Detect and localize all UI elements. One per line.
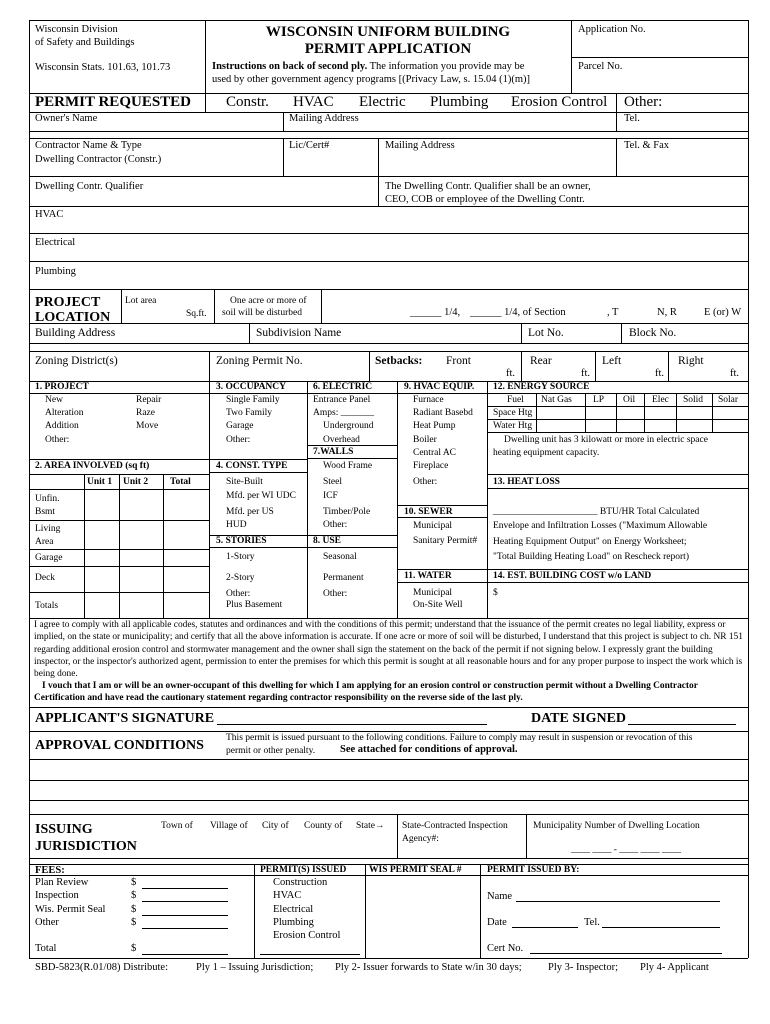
setback-rear-ft: ft. — [581, 368, 591, 379]
est-building-cost-heading: 14. EST. BUILDING COST w/o LAND — [493, 571, 652, 581]
permit-requested-heading: PERMIT REQUESTED — [35, 94, 192, 110]
fee-total-dollar: $ — [131, 943, 137, 954]
heat-loss-line4: "Total Building Heating Load" on Rescheck report) — [493, 552, 689, 562]
occupancy-garage[interactable]: Garage — [226, 421, 254, 431]
project-new[interactable]: New — [45, 395, 63, 405]
energy-nat-gas-header: Nat Gas — [541, 395, 572, 405]
setbacks-label: Setbacks: — [375, 355, 423, 367]
agency-name-line2: of Safety and Buildings — [35, 37, 135, 48]
project-location-heading-line2: LOCATION — [35, 310, 111, 325]
hvac-contractor-field[interactable]: HVAC — [35, 209, 64, 220]
hvac-furnace[interactable]: Furnace — [413, 395, 444, 405]
fee-inspection-field[interactable] — [142, 901, 228, 902]
electrical-contractor-field[interactable]: Electrical — [35, 237, 76, 248]
date-signed-label: DATE SIGNED — [531, 711, 627, 726]
area-bsmt-label: Bsmt — [35, 507, 56, 517]
fee-inspection-dollar: $ — [131, 890, 137, 901]
fee-seal-dollar: $ — [131, 904, 137, 915]
issued-electrical[interactable]: Electrical — [273, 904, 314, 915]
issued-by-name-label: Name — [487, 891, 513, 902]
setback-left-ft: ft. — [655, 368, 665, 379]
contractor-name-field[interactable]: Contractor Name & Type — [35, 140, 142, 151]
area-unfin-label: Unfin. — [35, 494, 60, 504]
hvac-other[interactable]: Other: — [413, 477, 438, 487]
energy-electric-note-line2: heating equipment capacity. — [493, 448, 600, 458]
water-heading: 11. WATER — [404, 571, 452, 581]
issued-by-tel-label: Tel. — [584, 917, 600, 928]
fee-plan-review-label: Plan Review — [35, 877, 89, 888]
sewer-sanitary-permit[interactable]: Sanitary Permit# — [413, 536, 478, 546]
issued-hvac[interactable]: HVAC — [273, 890, 302, 901]
block-no-field[interactable]: Block No. — [629, 327, 677, 339]
permit-type-electric[interactable]: Electric — [359, 94, 406, 110]
electric-amps-field[interactable]: Amps: _______ — [313, 408, 374, 418]
water-municipal[interactable]: Municipal — [413, 588, 453, 598]
energy-oil-header: Oil — [623, 395, 636, 405]
sqft-label: Sq.ft. — [186, 309, 207, 319]
state-contracted-inspection-label: State-Contracted Inspection — [402, 821, 508, 831]
hvac-fireplace[interactable]: Fireplace — [413, 461, 449, 471]
electric-heading: 6. ELECTRIC — [313, 382, 373, 392]
one-acre-line1: One acre or more of — [230, 296, 307, 306]
issued-construction[interactable]: Construction — [273, 877, 328, 888]
owner-tel-field[interactable]: Tel. — [624, 113, 640, 124]
energy-electric-note-line1[interactable]: Dwelling unit has 3 kilowatt or more in electric space — [504, 435, 708, 445]
owner-mailing-address-field[interactable]: Mailing Address — [289, 113, 359, 124]
dwelling-contractor-label: Dwelling Contractor (Constr.) — [35, 154, 162, 165]
building-address-field[interactable]: Building Address — [35, 327, 116, 339]
setback-front-label[interactable]: Front — [446, 355, 471, 367]
walls-timber-pole[interactable]: Timber/Pole — [323, 507, 371, 517]
water-on-site-well[interactable]: On-Site Well — [413, 600, 463, 610]
area-garage-label: Garage — [35, 553, 63, 563]
fees-heading: FEES: — [35, 865, 65, 876]
occupancy-other[interactable]: Other: — [226, 435, 251, 445]
project-heading: 1. PROJECT — [35, 382, 89, 392]
electric-entrance-panel[interactable]: Entrance Panel — [313, 395, 371, 405]
setback-right-ft: ft. — [730, 368, 740, 379]
energy-space-htg-row: Space Htg — [493, 408, 533, 418]
energy-water-htg-row: Water Htg — [493, 421, 533, 431]
owners-name-field[interactable]: Owner's Name — [35, 113, 98, 124]
quarter-section-field[interactable]: ______ 1/4, of Section — [470, 307, 566, 318]
setback-left-label[interactable]: Left — [602, 355, 622, 367]
applicant-signature-line[interactable] — [217, 724, 487, 725]
fee-other-label: Other — [35, 917, 59, 928]
approval-text-line2: permit or other penalty. — [226, 746, 316, 756]
date-signed-line[interactable] — [628, 724, 736, 725]
hvac-boiler[interactable]: Boiler — [413, 435, 437, 445]
sewer-municipal[interactable]: Municipal — [413, 521, 453, 531]
area-unit2-header: Unit 2 — [123, 477, 149, 487]
fee-plan-review-field[interactable] — [142, 888, 228, 889]
area-involved-heading: 2. AREA INVOLVED (sq ft) — [35, 461, 150, 471]
permits-issued-heading: PERMIT(S) ISSUED — [260, 865, 347, 875]
lot-no-field[interactable]: Lot No. — [528, 327, 564, 339]
est-building-cost-field[interactable]: $ — [493, 588, 498, 598]
wis-permit-seal-heading: WIS PERMIT SEAL # — [369, 865, 462, 875]
area-unit1-header: Unit 1 — [87, 477, 113, 487]
applicant-signature-label: APPLICANT'S SIGNATURE — [35, 711, 215, 726]
fee-plan-review-dollar: $ — [131, 877, 137, 888]
contractor-mailing-address-field[interactable]: Mailing Address — [385, 140, 455, 151]
hvac-radiant-basebd[interactable]: Radiant Basebd — [413, 408, 473, 418]
qualifier-note-line2: CEO, COB or employee of the Dwelling Contr. — [385, 194, 585, 205]
fee-other-dollar: $ — [131, 917, 137, 928]
project-move[interactable]: Move — [136, 421, 159, 431]
electric-underground[interactable]: Underground — [323, 421, 374, 431]
sewer-heading: 10. SEWER — [404, 507, 453, 517]
agency-number-field[interactable]: Agency#: — [402, 834, 439, 844]
hvac-central-ac[interactable]: Central AC — [413, 448, 457, 458]
owner-occupant-statement: I vouch that I am or will be an owner-occupant of this dwelling for which I am applying for an erosion control or construction permit without a Dwelling Contractor Certification and have read the cautionary statement regarding contractor responsibility on the reverse side of the last ply. — [34, 681, 698, 704]
walls-heading: 7.WALLS — [313, 447, 354, 457]
stories-other[interactable]: Other: — [226, 589, 251, 599]
form-number-distribute: SBD-5823(R.01/08) Distribute: — [35, 962, 168, 973]
setback-right-label[interactable]: Right — [678, 355, 704, 367]
approval-text-line1: This permit is issued pursuant to the following conditions. Failure to comply may result in suspension or revocation of this — [226, 733, 693, 743]
approval-conditions-heading: APPROVAL CONDITIONS — [35, 738, 204, 753]
const-mfd-us[interactable]: Mfd. per US — [226, 507, 274, 517]
energy-solid-header: Solid — [683, 395, 704, 405]
heat-loss-line3: Heating Equipment Output" on Energy Worksheet; — [493, 537, 687, 547]
hvac-equip-heading: 9. HVAC EQUIP. — [404, 382, 475, 392]
const-hud[interactable]: HUD — [226, 520, 247, 530]
one-acre-line2[interactable]: soil will be disturbed — [222, 308, 302, 318]
occupancy-single-family[interactable]: Single Family — [226, 395, 280, 405]
area-living-label: Living — [35, 524, 61, 534]
see-attached-conditions: See attached for conditions of approval. — [340, 744, 518, 755]
range-field[interactable]: N, R — [657, 307, 677, 318]
contractor-tel-fax-field[interactable]: Tel. & Fax — [624, 140, 670, 151]
fee-inspection-label: Inspection — [35, 890, 79, 901]
permits-issued-line[interactable] — [260, 954, 360, 955]
walls-steel[interactable]: Steel — [323, 477, 342, 487]
jurisdiction-state[interactable]: State→ — [356, 821, 385, 831]
walls-other[interactable]: Other: — [323, 520, 348, 530]
issued-by-cert-field[interactable] — [530, 953, 722, 954]
project-alteration[interactable]: Alteration — [45, 408, 84, 418]
area-total-header: Total — [170, 477, 191, 487]
permit-type-erosion-control[interactable]: Erosion Control — [511, 94, 608, 110]
zoning-permit-no-field[interactable]: Zoning Permit No. — [216, 355, 303, 367]
lic-cert-field[interactable]: Lic/Cert# — [289, 140, 330, 151]
const-site-built[interactable]: Site-Built — [226, 477, 263, 487]
form-title-line1: WISCONSIN UNIFORM BUILDING — [265, 24, 511, 40]
issued-by-date-field[interactable] — [512, 927, 578, 928]
area-totals-label: Totals — [35, 601, 59, 611]
subdivision-name-field[interactable]: Subdivision Name — [256, 327, 342, 339]
permit-type-hvac[interactable]: HVAC — [293, 94, 334, 110]
dwelling-qualifier-field[interactable]: Dwelling Contr. Qualifier — [35, 181, 144, 192]
issued-by-tel-field[interactable] — [602, 927, 720, 928]
const-mfd-wi-udc[interactable]: Mfd. per WI UDC — [226, 491, 297, 501]
occupancy-heading: 3. OCCUPANCY — [216, 382, 287, 392]
const-type-heading: 4. CONST. TYPE — [216, 461, 288, 471]
use-heading: 8. USE — [313, 536, 341, 546]
jurisdiction-village-of[interactable]: Village of — [210, 821, 248, 831]
project-other[interactable]: Other: — [45, 435, 70, 445]
form-title-line2: PERMIT APPLICATION — [304, 41, 472, 57]
quarter-quarter-field[interactable]: ______ 1/4, — [410, 307, 461, 318]
distribution-ply2: Ply 2- Issuer forwards to State w/in 30 days; — [335, 962, 522, 973]
area-deck-label: Deck — [35, 573, 56, 583]
issued-erosion-control[interactable]: Erosion Control — [273, 930, 341, 941]
stories-1-story[interactable]: 1-Story — [226, 552, 255, 562]
east-west-field[interactable]: E (or) W — [704, 307, 742, 318]
municipality-number-label: Municipality Number of Dwelling Location — [533, 821, 700, 831]
township-field[interactable]: , T — [607, 307, 619, 318]
municipality-number-field[interactable]: ____ ____ - ____ ____ ____ — [571, 845, 682, 855]
area-area-label: Area — [35, 537, 54, 547]
project-location-heading-line1: PROJECT — [35, 295, 101, 310]
walls-wood-frame[interactable]: Wood Frame — [323, 461, 373, 471]
stories-heading: 5. STORIES — [216, 536, 267, 546]
permit-type-constr[interactable]: Constr. — [226, 94, 269, 110]
energy-elec-header: Elec — [652, 395, 669, 405]
issuing-jurisdiction-heading-line2: JURISDICTION — [35, 839, 137, 854]
issued-by-name-field[interactable] — [516, 901, 720, 902]
jurisdiction-town-of[interactable]: Town of — [161, 821, 193, 831]
jurisdiction-county-of[interactable]: County of — [304, 821, 343, 831]
energy-fuel-header: Fuel — [507, 395, 524, 405]
issuing-jurisdiction-heading-line1: ISSUING — [35, 822, 93, 837]
issued-by-cert-label: Cert No. — [487, 943, 524, 954]
heat-loss-btu-field[interactable]: ______________________ BTU/HR Total Calculated — [493, 507, 700, 517]
energy-source-heading: 12. ENERGY SOURCE — [493, 382, 590, 392]
jurisdiction-city-of[interactable]: City of — [262, 821, 289, 831]
instructions-bold: Instructions on back of second ply. — [212, 61, 368, 72]
use-other[interactable]: Other: — [323, 589, 348, 599]
occupancy-two-family[interactable]: Two Family — [226, 408, 273, 418]
distribution-ply1: Ply 1 – Issuing Jurisdiction; — [196, 962, 314, 973]
energy-solar-header: Solar — [718, 395, 739, 405]
hvac-heat-pump[interactable]: Heat Pump — [413, 421, 456, 431]
heat-loss-line2: Envelope and Infiltration Losses ("Maximum Allowable — [493, 521, 708, 531]
project-raze[interactable]: Raze — [136, 408, 155, 418]
fee-other-field[interactable] — [142, 928, 228, 929]
stories-2-story[interactable]: 2-Story — [226, 573, 255, 583]
qualifier-note-line1: The Dwelling Contr. Qualifier shall be an owner, — [385, 181, 591, 192]
agreement-paragraph: I agree to comply with all applicable codes, statutes and ordinances and with the conditions of this permit; understand that the issuance of the permit creates no legal liability, express or implied, on the state or municipality; and certify that all the above information is accurate. If one acre or more of soil will be disturbed, I understand that this project is subject to ch. NR 151 regarding additional erosion control and stormwater management and the owner shall sign the statement on the back of the permit if not signing below. I expressly grant the building inspector, or the inspector's authorized agent, permission to enter the premises for which this permit is sought at all reasonable hours and for any proper purpose to inspect the work which is being done. — [34, 620, 743, 680]
heat-loss-heading: 13. HEAT LOSS — [493, 477, 560, 487]
setback-front-ft: ft. — [506, 368, 516, 379]
application-no-label: Application No. — [578, 24, 646, 35]
permit-issued-by-heading: PERMIT ISSUED BY: — [487, 865, 580, 875]
instructions-line1 — [212, 61, 524, 73]
permit-type-other[interactable]: Other: — [624, 94, 663, 110]
lot-area-label: Lot area — [125, 296, 157, 306]
setback-rear-label[interactable]: Rear — [530, 355, 552, 367]
statutes-reference: Wisconsin Stats. 101.63, 101.73 — [35, 62, 171, 73]
project-repair[interactable]: Repair — [136, 395, 162, 405]
permit-type-plumbing[interactable]: Plumbing — [430, 94, 489, 110]
fee-permit-seal-label: Wis. Permit Seal — [35, 904, 106, 915]
distribution-ply4: Ply 4- Applicant — [640, 962, 709, 973]
electric-overhead[interactable]: Overhead — [323, 435, 360, 445]
issued-plumbing[interactable]: Plumbing — [273, 917, 314, 928]
fee-seal-field[interactable] — [142, 915, 228, 916]
walls-icf[interactable]: ICF — [323, 491, 338, 501]
project-addition[interactable]: Addition — [45, 421, 79, 431]
issued-by-date-label: Date — [487, 917, 507, 928]
use-seasonal[interactable]: Seasonal — [323, 552, 357, 562]
stories-plus-basement[interactable]: Plus Basement — [226, 600, 283, 610]
plumbing-contractor-field[interactable]: Plumbing — [35, 266, 76, 277]
use-permanent[interactable]: Permanent — [323, 573, 364, 583]
agency-name-line1: Wisconsin Division — [35, 24, 118, 35]
instructions-line2: used by other government agency programs [(Privacy Law, s. 15.04 (1)(m)] — [212, 74, 531, 85]
energy-lp-header: LP — [593, 395, 605, 405]
zoning-districts-field[interactable]: Zoning District(s) — [35, 355, 118, 367]
distribution-ply3: Ply 3- Inspector; — [548, 962, 618, 973]
instructions-text: The information you provide may be — [367, 61, 525, 72]
fee-total-label: Total — [35, 943, 57, 954]
parcel-no-label: Parcel No. — [578, 61, 623, 72]
fee-total-field[interactable] — [142, 954, 228, 955]
